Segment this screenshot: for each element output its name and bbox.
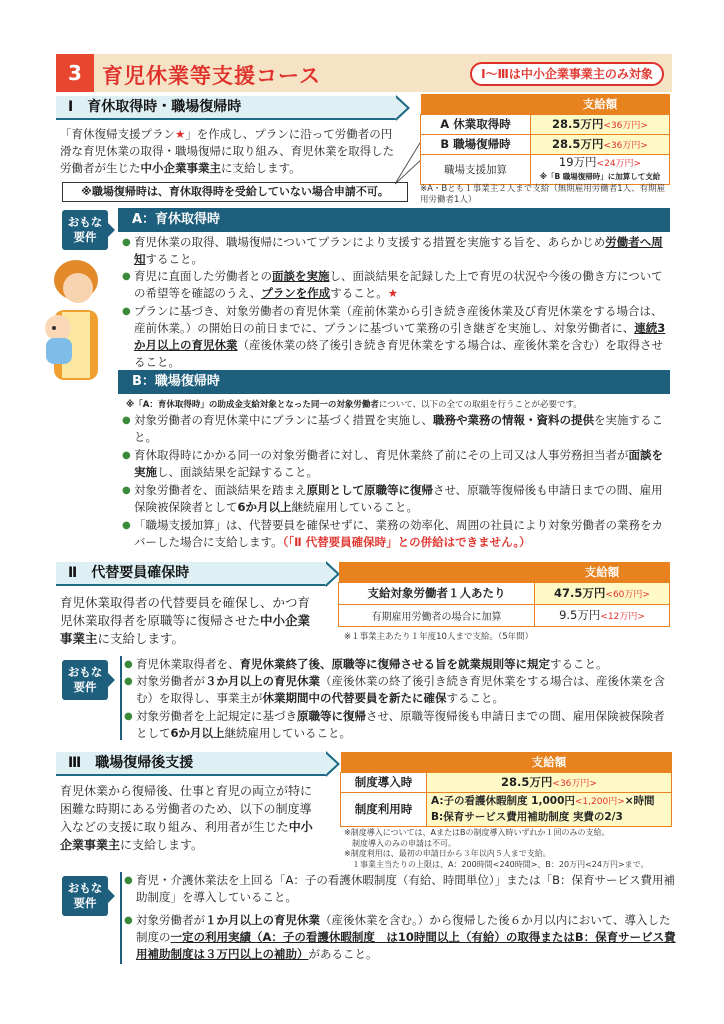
course-number: 3: [68, 61, 82, 85]
item-bold: 原職等に復帰: [297, 709, 366, 723]
omona-text: おもな: [67, 215, 103, 229]
row-label: 有期雇用労働者の場合に加算: [339, 604, 535, 626]
list-item: [136, 872, 676, 906]
section-1-amount-table: [420, 94, 670, 185]
omona-text: おもな: [67, 881, 103, 895]
row-amount: 19万円: [558, 154, 597, 169]
section-2-table-note: ※１事業主あたり１年度10人まで支給。（5年間）: [344, 632, 534, 642]
list-item: [136, 673, 676, 707]
item-bold: ３か月以上の育児休業: [205, 674, 320, 688]
row-option-a: A:子の看護休暇制度 1,000円: [431, 794, 575, 807]
desc-part: に支給します。: [221, 161, 301, 175]
section-1-title: [56, 96, 396, 120]
section-1-table-note: ※A・Bとも１事業主２人まで支給（無期雇用労働者1人、有期雇用労働者1人）: [420, 184, 666, 205]
item-text: 育休取得時にかかる同一の対象労働者に対し、育児休業終了前にその上司又は人事労務担当者が: [134, 448, 629, 462]
item-bold: 労働者へ周知: [134, 235, 663, 266]
item-text: を実施すること。: [134, 413, 663, 444]
section-3-description: [60, 782, 322, 854]
amount-header: 支給額: [427, 752, 672, 772]
item-bold: プランを作成: [261, 286, 331, 300]
item-text: （産後休業を含む。）から復帰した後６か月以内において、導入した制度の: [136, 913, 671, 944]
row-label: 制度利用時: [341, 792, 427, 826]
desc-bold: 中小企業事業主: [60, 613, 311, 646]
item-text: 対象労働者の育児休業中にプランに基づく措置を実施し、: [134, 413, 433, 427]
star-mark: ★: [175, 127, 186, 141]
row-sub: <36万円>: [603, 141, 648, 151]
divider: [120, 872, 122, 964]
item-bold: 育児休業終了後、原職等に復帰させる旨を就業規則等に規定: [239, 657, 550, 671]
subsection-b-title: B：職場復帰時: [118, 370, 670, 394]
item-text: し、面談結果を記録すること。: [157, 465, 318, 479]
section-3-table-notes: [344, 828, 672, 870]
note-line: ※制度利用は、最初の申請日から３年以内５人まで支給。: [344, 849, 551, 858]
omona-text: 要件: [73, 230, 97, 244]
item-text: し、面談結果を記録した上で育児の状況や今後の働き方についての希望等を確認のうえ、: [134, 269, 663, 300]
item-text: すること。: [550, 657, 608, 671]
item-text: 育児に直面した労働者との: [134, 269, 272, 283]
section-2-description: [60, 594, 322, 648]
list-item: [136, 708, 676, 742]
item-bold: 一定の利用実績（A：子の看護休暇制度 は10時間以上（有給）の取得またはB：保育サービス費用補助制度は３万円以上の補助）: [136, 930, 676, 961]
item-text: （産後休業の終了後引き続き育児休業をする場合は、産後休業を含む）を取得し、事業主が: [136, 674, 665, 705]
table-row: [339, 582, 670, 604]
item-bold: 6か月以上: [170, 726, 225, 740]
main-requirements-label-2: [62, 660, 108, 700]
row-sub: <36万円>: [603, 121, 648, 131]
section-1-warning: ※職場復帰時は、育休取得時を受給していない場合申請不可。: [62, 182, 408, 202]
item-text: があること。: [308, 947, 378, 961]
section-2-title-text: Ⅱ 代替要員確保時: [68, 565, 190, 581]
list-item: [134, 268, 674, 302]
row-amount: 28.5万円: [501, 775, 553, 789]
item-bold: 6か月以上: [237, 500, 292, 514]
item-text: （産後休業の終了後引き続き育児休業をする場合は、産後休業を含む）を取得させること。: [134, 338, 663, 369]
item-bold: 面談を実施: [272, 269, 330, 283]
row-option-a-tail: ×時間: [624, 794, 655, 807]
omona-text: 要件: [73, 896, 97, 910]
main-requirements-label-3: [62, 876, 108, 916]
item-text: プランに基づき、対象労働者の育児休業（産前休業から引き続き産後休業及び育児休業をする場合は、産前休業。）の開始日の前日までに、プランに基づいて業務の引き継ぎを実施し、対象労働者に、: [134, 304, 663, 335]
list-item: [136, 912, 676, 963]
item-bold: 連続3か月以上の育児休業: [134, 321, 666, 352]
row-sub: <12万円>: [600, 612, 645, 622]
item-red: （「Ⅱ 代替要員確保時」との併給はできません。）: [282, 535, 531, 549]
desc-part: 育児休業から復帰後、仕事と育児の両立が特に困難な時期にある労働者のため、以下の制度導入などの支援に取り組み、利用者が生じた: [60, 784, 313, 834]
item-text: 継続雇用していること。: [291, 500, 419, 514]
row-label: 制度導入時: [341, 772, 427, 792]
item-bold: 面談を実施: [134, 448, 663, 479]
desc-part: に支給します。: [120, 838, 204, 852]
item-text: 継続雇用していること。: [224, 726, 352, 740]
table-row: [421, 114, 670, 134]
table-row: [339, 604, 670, 626]
row-label: B 職場復帰時: [421, 134, 531, 154]
table-row: [341, 792, 672, 826]
row-sub: <36万円>: [552, 779, 597, 789]
omona-text: 要件: [73, 680, 97, 694]
table-row: [421, 154, 670, 184]
row-label: 職場支援加算: [421, 154, 531, 184]
course-title: 育児休業等支援コース: [102, 64, 321, 88]
item-text: 対象労働者を、面談結果を踏まえ: [134, 483, 307, 497]
row-label: 支給対象労働者１人あたり: [339, 582, 535, 604]
section-2-amount-table: [338, 562, 670, 627]
section-1-description: [60, 126, 400, 177]
list-item: [134, 482, 674, 516]
item-text: させ、原職等復帰後も申請日までの間、雇用保険被保険者として: [136, 709, 665, 740]
note-line: ※制度導入については、AまたはBの制度導入時いずれか１回のみの支給。: [344, 828, 610, 837]
desc-part: 育児休業取得者の代替要員を確保し、かつ育児休業取得者を原職等に復帰させた: [60, 595, 311, 628]
item-text: 「職場支援加算」は、代替要員を確保せずに、業務の効率化、周囲の社員により対象労働者の業務をカバーした場合に支給します。: [134, 518, 663, 549]
omona-text: おもな: [67, 665, 103, 679]
table-row: [421, 134, 670, 154]
item-text: 対象労働者が: [136, 913, 205, 927]
row-sub: <1,200円>: [574, 796, 625, 807]
subsection-a-title: A：育休取得時: [118, 208, 670, 232]
list-item: [134, 447, 674, 481]
list-item: [136, 656, 676, 673]
desc-bold: 中小企業事業主: [60, 820, 313, 852]
item-text: 対象労働者を上記規定に基づき: [136, 709, 297, 723]
table-row: [341, 772, 672, 792]
star-mark: ★: [387, 286, 399, 300]
row-option-b: B:保育サービス費用補助制度 実費の2/3: [431, 810, 623, 823]
list-item: [134, 303, 674, 371]
note-line: 制度導入のみの申請は不可。: [344, 838, 456, 848]
amount-header: 支給額: [535, 562, 670, 582]
desc-bold: 中小企業事業主: [140, 161, 221, 175]
amount-header: 支給額: [531, 94, 670, 114]
item-bold: １か月以上の育児休業: [205, 913, 320, 927]
list-item: [134, 234, 674, 268]
list-item: [134, 517, 674, 551]
mother-child-illustration: [36, 250, 106, 390]
row-amount: 28.5万円: [552, 117, 604, 131]
row-label: A 休業取得時: [421, 114, 531, 134]
row-note: ※「B 職場復帰時」に加算して支給: [539, 171, 661, 181]
note-text: について、以下の全ての取組を行うことが必要です。: [378, 400, 582, 410]
divider: [120, 656, 122, 740]
item-text: すること。: [446, 691, 504, 705]
subsection-b-note: [126, 398, 686, 410]
row-amount: 9.5万円: [559, 608, 601, 622]
item-text: 育児・介護休業法を上回る「A：子の看護休暇制度（有給、時間単位）」または「B：保育サービス費用補助制度」を導入していること。: [136, 873, 676, 904]
list-item: [134, 412, 674, 446]
section-3-title-text: Ⅲ 職場復帰後支援: [68, 755, 194, 771]
item-text: させ、原職等復帰後も申請日までの間、雇用保険被保険者として: [134, 483, 663, 514]
item-text: すること。: [330, 286, 388, 300]
item-bold: 原則として原職等に復帰: [306, 483, 433, 497]
item-text: 育児休業取得者を、: [136, 657, 240, 671]
section-3-amount-table: [340, 752, 672, 827]
item-text: 対象労働者が: [136, 674, 205, 688]
item-bold: 職務や業務の情報・資料の提供: [433, 413, 594, 427]
row-sub: <24万円>: [596, 158, 642, 169]
section-3-title: [56, 752, 326, 776]
desc-part: 「育休復帰支援プラン: [60, 127, 175, 141]
item-bold: 休業期間中の代替要員を新たに確保: [262, 691, 447, 705]
row-amount: 47.5万円: [554, 586, 606, 600]
desc-part: 」を作成し、プランに沿って労働者の円滑な育児休業の取得・職場復帰に取り組み、育児休業を取得した労働者が生じた: [60, 127, 395, 175]
target-note-badge: Ⅰ～Ⅲは中小企業事業主のみ対象: [470, 62, 664, 86]
item-text: すること。: [145, 252, 203, 266]
row-amount: 28.5万円: [552, 137, 604, 151]
desc-part: に支給します。: [97, 631, 185, 646]
row-sub: <60万円>: [605, 590, 650, 600]
section-2-title: [56, 562, 326, 586]
main-requirements-label-1: [62, 210, 108, 250]
note-bold: ※「A：育休取得時」の助成金支給対象となった同一の対象労働者: [126, 400, 379, 410]
section-1-title-text: Ⅰ 育休取得時・職場復帰時: [68, 99, 242, 115]
note-line: １事業主当たりの上限は、A：200時間<240時間>、B：20万円<24万円>まで。: [344, 859, 649, 869]
item-text: 育児休業の取得、職場復帰についてプランにより支援する措置を実施する旨を、あらかじめ: [134, 235, 606, 249]
